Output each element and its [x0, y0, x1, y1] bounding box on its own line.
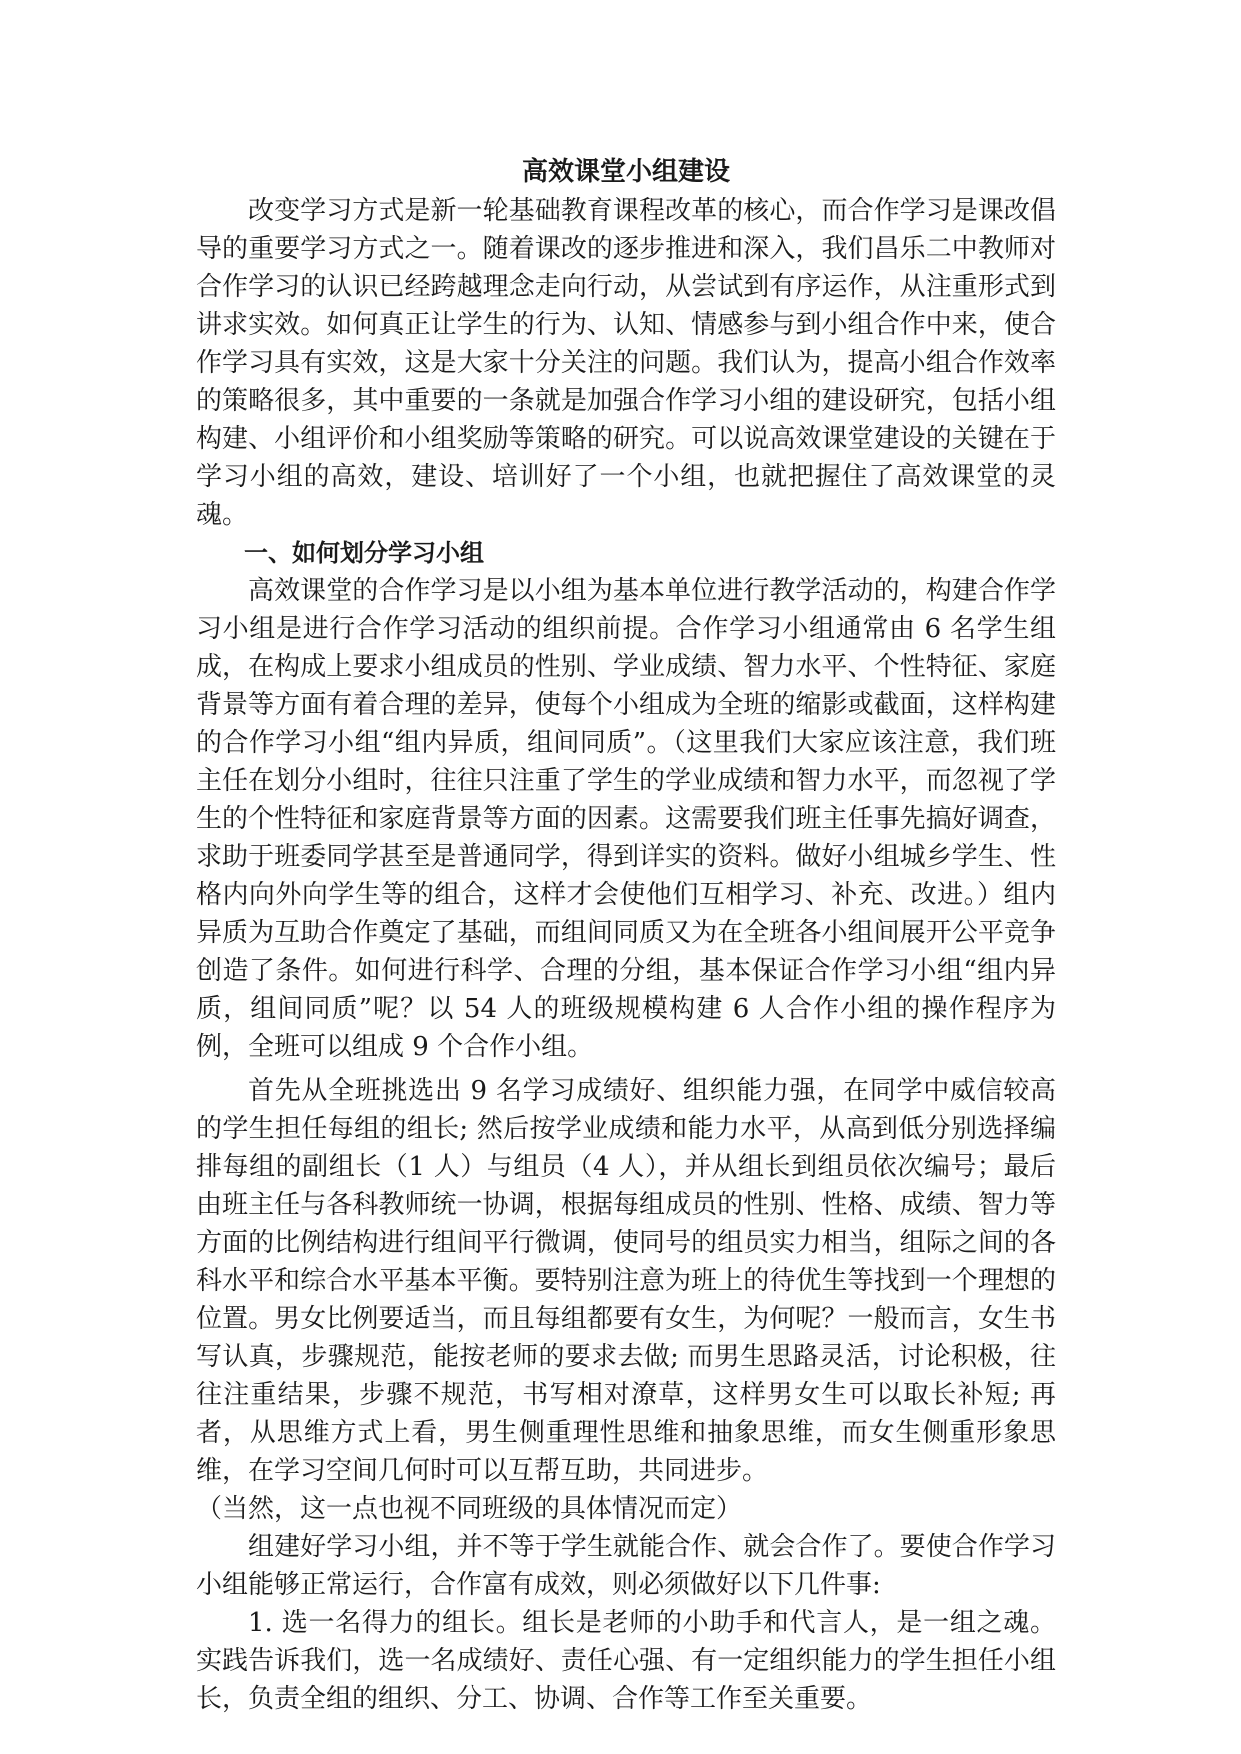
document-page: [196, 152, 1056, 1718]
body-paragraph: 1. 选一名得力的组长。组长是老师的小助手和代言人，是一组之魂。实践告诉我们，选一名成绩好、责任心强、有一定组织能力的学生担任小组长，负责全组的组织、分工、协调、合作等工作至关重要。: [196, 1608, 1056, 1714]
document-title: 高效课堂小组建设: [521, 157, 730, 187]
intro-paragraph: 改变学习方式是新一轮基础教育课程改革的核心，而合作学习是课改倡导的重要学习方式之一。随着课改的逐步推进和深入，我们昌乐二中教师对合作学习的认识已经跨越理念走向行动，从尝试到有序运作，从注重形式到讲求实效。如何真正让学生的行为、认知、情感参与到小组合作中来，使合作学习具有实效，这是大家十分关注的问题。我们认为，提高小组合作效率的策略很多，其中重要的一条就是加强合作学习小组的建设研究，包括小组构建、小组评价和小组奖励等策略的研究。可以说高效课堂建设的关键在于学习小组的高效，建设、培训好了一个小组，也就把握住了高效课堂的灵魂。: [196, 196, 1056, 530]
body-paragraph: 高效课堂的合作学习是以小组为基本单位进行教学活动的，构建合作学习小组是进行合作学习活动的组织前提。合作学习小组通常由 6 名学生组成，在构成上要求小组成员的性别、学业成绩、智力水平、个性特征、家庭背景等方面有着合理的差异，使每个小组成为全班的缩影或截面，这样构建的合作学习小组“组内异质，组间同质”。（这里我们大家应该注意，我们班主任在划分小组时，往往只注重了学生的学业成绩和智力水平，而忽视了学生的个性特征和家庭背景等方面的因素。这需要我们班主任事先搞好调查，求助于班委同学甚至是普通同学，得到详实的资料。做好小组城乡学生、性格内向外向学生等的组合，这样才会使他们互相学习、补充、改进。）组内异质为互助合作奠定了基础，而组间同质又为在全班各小组间展开公平竞争创造了条件。如何进行科学、合理的分组，基本保证合作学习小组“组内异质，组间同质”呢？以 54 人的班级规模构建 6 人合作小组的操作程序为例，全班可以组成 9 个合作小组。: [196, 576, 1056, 1062]
section-heading: 一、如何划分学习小组: [244, 539, 484, 567]
body-paragraph: 组建好学习小组，并不等于学生就能合作、就会合作了。要使合作学习小组能够正常运行，合作富有成效，则必须做好以下几件事:: [196, 1532, 1056, 1600]
body-paragraph: 首先从全班挑选出 9 名学习成绩好、组织能力强，在同学中威信较高的学生担任每组的组长; 然后按学业成绩和能力水平，从高到低分别选择编排每组的副组长（1 人）与组员（4 人），并从组长到组员依次编号；最后由班主任与各科教师统一协调，根据每组成员的性别、性格、成绩、智力等方面的比例结构进行组间平行微调，使同号的组员实力相当，组际之间的各科水平和综合水平基本平衡。要特别注意为班上的待优生等找到一个理想的位置。男女比例要适当，而且每组都要有女生，为何呢？一般而言，女生书写认真，步骤规范，能按老师的要求去做; 而男生思路灵活，讨论积极，往往注重结果，步骤不规范，书写相对潦草，这样男女生可以取长补短; 再者，从思维方式上看，男生侧重理性思维和抽象思维，而女生侧重形象思维，在学习空间几何时可以互帮互助，共同进步。: [196, 1076, 1056, 1486]
body-note: （当然，这一点也视不同班级的具体情况而定）: [196, 1494, 743, 1524]
